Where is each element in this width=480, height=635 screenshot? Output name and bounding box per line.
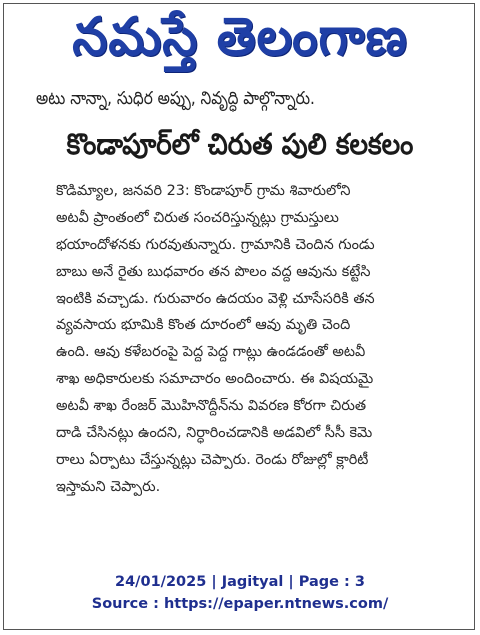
body-line: వ్యవసాయ భూమికి కొంత దూరంలో ఆవు మృతి చెంది xyxy=(56,317,351,334)
article-body xyxy=(56,178,452,501)
body-line: కొడిమ్యాల, జనవరి 23: కొండాపూర్ గ్రామ శివారులోని xyxy=(56,183,351,199)
body-line: బాబు అనే రైతు బుధవారం తన పొలం వద్ద ఆవును కట్టేసి xyxy=(56,263,371,280)
body-line: శాఖ అధికారులకు సమాచారం అందించారు. ఈ విషయమై xyxy=(56,371,374,388)
body-line: ఉంది. ఆవు కళేబరంపై పెద్ద పెద్ద గాట్లు ఉండడంతో అటవీ xyxy=(56,344,366,361)
footer-date-edition-page: 24/01/2025 | Jagityal | Page : 3 xyxy=(115,574,365,590)
body-line: అటవీ శాఖ రేంజర్ మొహినొద్దీన్‌ను వివరణ కోరగా చిరుత xyxy=(56,398,367,415)
article-headline: కొండాపూర్‌లో చిరుత పులి కలకలం xyxy=(66,127,414,161)
body-line: రాలు ఏర్పాటు చేస్తున్నట్లు చెప్పారు. రెండు రోజుల్లో క్లారిటీ xyxy=(56,451,369,468)
body-line: భయాందోళనకు గురవుతున్నారు. గ్రామానికి చెందిన గుండు xyxy=(56,236,375,253)
body-line: దాడి చేసినట్లు ఉందని, నిర్ధారించడానికి అడవిలో సీసీ కెమె xyxy=(56,425,373,442)
footer-source-link[interactable]: Source : https://epaper.ntnews.com/ xyxy=(91,596,389,612)
body-line: ఇస్తామని చెప్పారు. xyxy=(56,478,161,495)
clipped-line-text: అటు నాన్నా, సుధిర అప్పు, నివృద్ధి పాల్గొన్నారు. xyxy=(36,88,315,109)
body-line: అటవీ ప్రాంతంలో చిరుత సంచరిస్తున్నట్లు గ్రామస్తులు xyxy=(56,209,339,226)
body-line: ఇంటికి వచ్చాడు. గురువారం ఉదయం వెళ్లి చూసేసరికి తన xyxy=(56,290,375,307)
clipped-previous-line xyxy=(36,84,456,112)
newspaper-masthead-logo: నమస్తే తెలంగాణ xyxy=(72,5,408,67)
